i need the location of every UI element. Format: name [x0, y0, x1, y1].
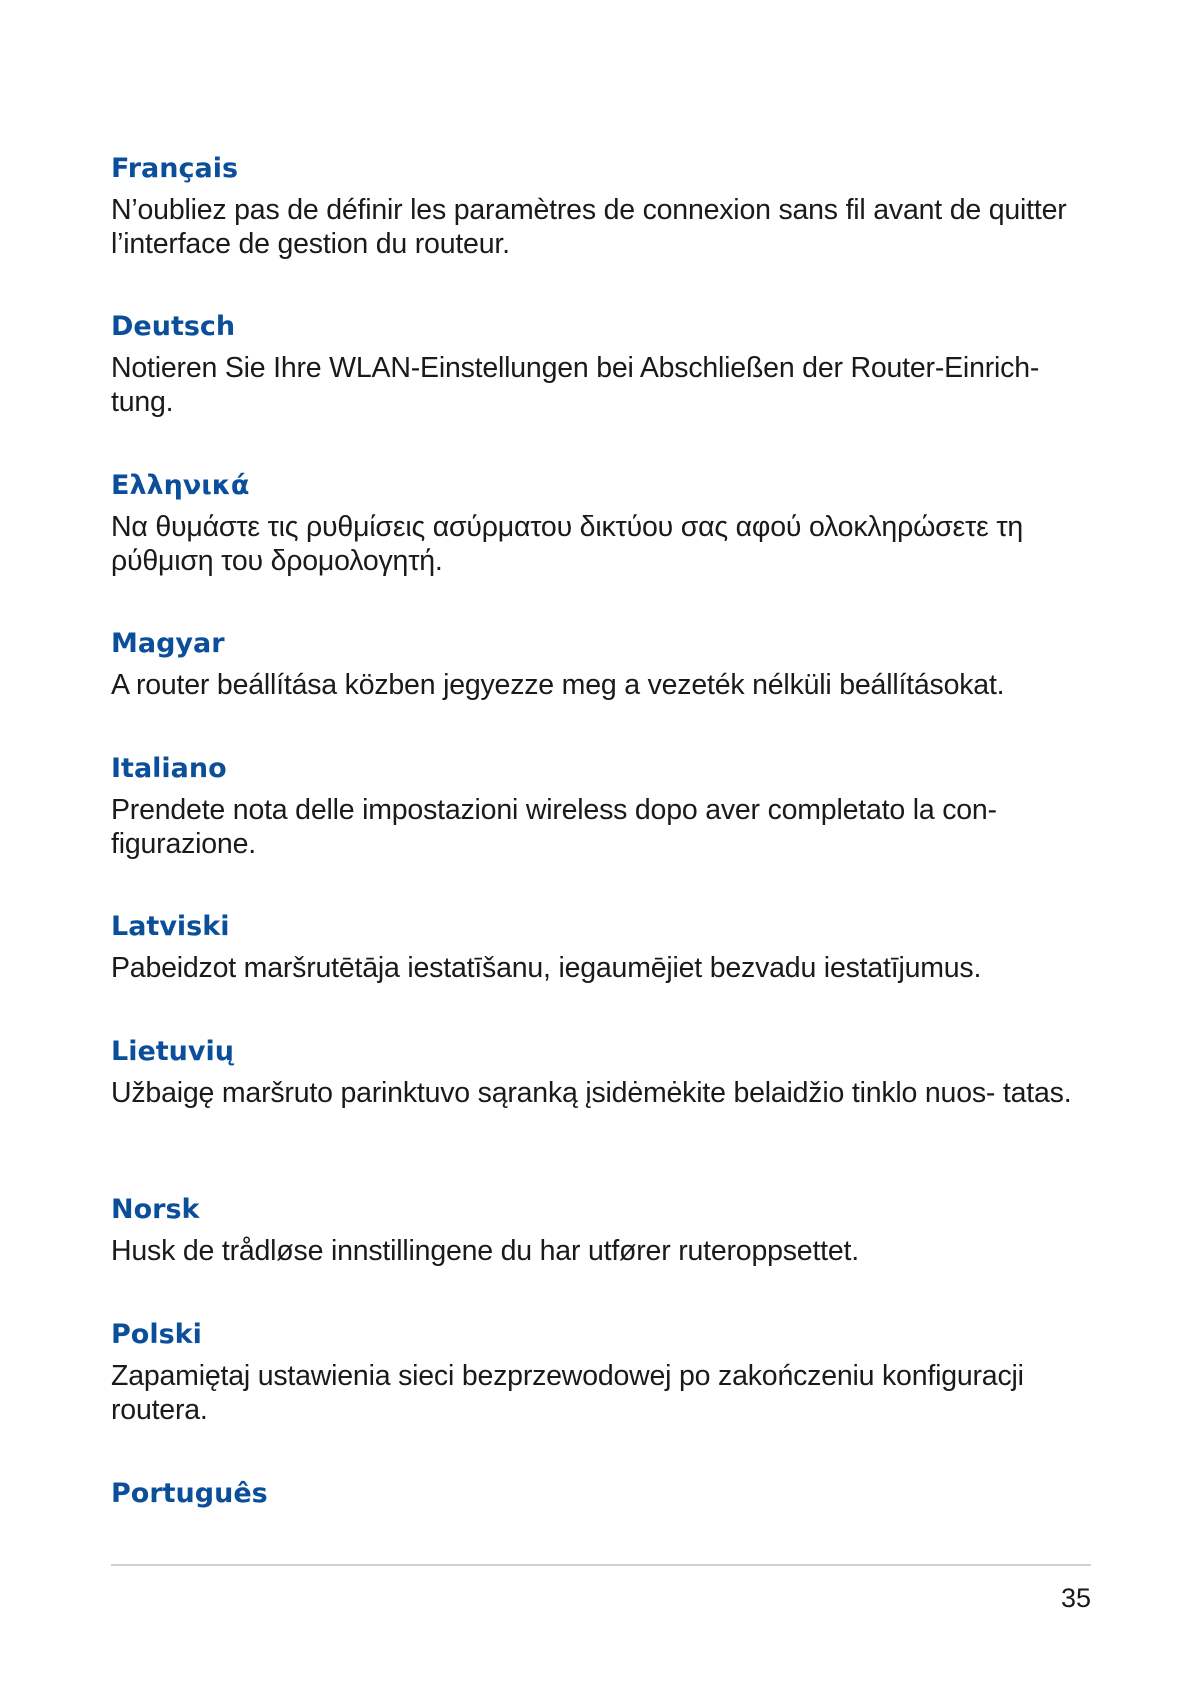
- section-lietuviu: [111, 1036, 1091, 1110]
- section-portugues: [111, 1478, 1091, 1518]
- language-text: N’oubliez pas de définir les paramètres de connexion sans fil avant de quitter l’interface de gestion du routeur.: [111, 194, 1067, 260]
- language-heading: Português: [111, 1478, 268, 1509]
- section-francais: [111, 153, 1091, 261]
- language-heading: Norsk: [111, 1194, 200, 1225]
- language-text: Užbaigę maršruto parinktuvo sąranką įsidėmėkite belaidžio tinklo nuos- tatas.: [111, 1077, 1072, 1109]
- language-text: Zapamiętaj ustawienia sieci bezprzewodowej po zakończeniu konfiguracji routera.: [111, 1360, 1024, 1426]
- language-text: Pabeidzot maršrutētāja iestatīšanu, iegaumējiet bezvadu iestatījumus.: [111, 952, 982, 984]
- language-heading: Latviski: [111, 911, 230, 942]
- section-latviski: [111, 911, 1091, 985]
- section-deutsch: [111, 311, 1091, 419]
- language-text: A router beállítása közben jegyezze meg a vezeték nélküli beállításokat.: [111, 669, 1005, 701]
- language-text: Να θυμάστε τις ρυθμίσεις ασύρματου δικτύου σας αφού ολοκληρώσετε τη ρύθμιση του δρομολογητή.: [111, 511, 1024, 577]
- section-ellinika: [111, 470, 1091, 578]
- section-magyar: [111, 628, 1091, 702]
- section-italiano: [111, 753, 1091, 861]
- language-heading: Magyar: [111, 628, 225, 659]
- page-number: 35: [1060, 1583, 1091, 1613]
- language-heading: Français: [111, 153, 239, 184]
- language-text: Husk de trådløse innstillingene du har utfører ruteroppsettet.: [111, 1235, 859, 1267]
- language-heading: Lietuvių: [111, 1036, 234, 1067]
- language-heading: Polski: [111, 1319, 202, 1350]
- language-heading: Italiano: [111, 753, 227, 784]
- language-heading: Ελληνικά: [111, 470, 250, 501]
- language-text: Prendete nota delle impostazioni wireless dopo aver completato la con- figurazione.: [111, 794, 997, 860]
- footer-divider: [111, 1564, 1091, 1566]
- language-heading: Deutsch: [111, 311, 236, 342]
- section-norsk: [111, 1194, 1091, 1268]
- section-polski: [111, 1319, 1091, 1427]
- language-text: Notieren Sie Ihre WLAN-Einstellungen bei Abschließen der Router-Einrich- tung.: [111, 352, 1040, 418]
